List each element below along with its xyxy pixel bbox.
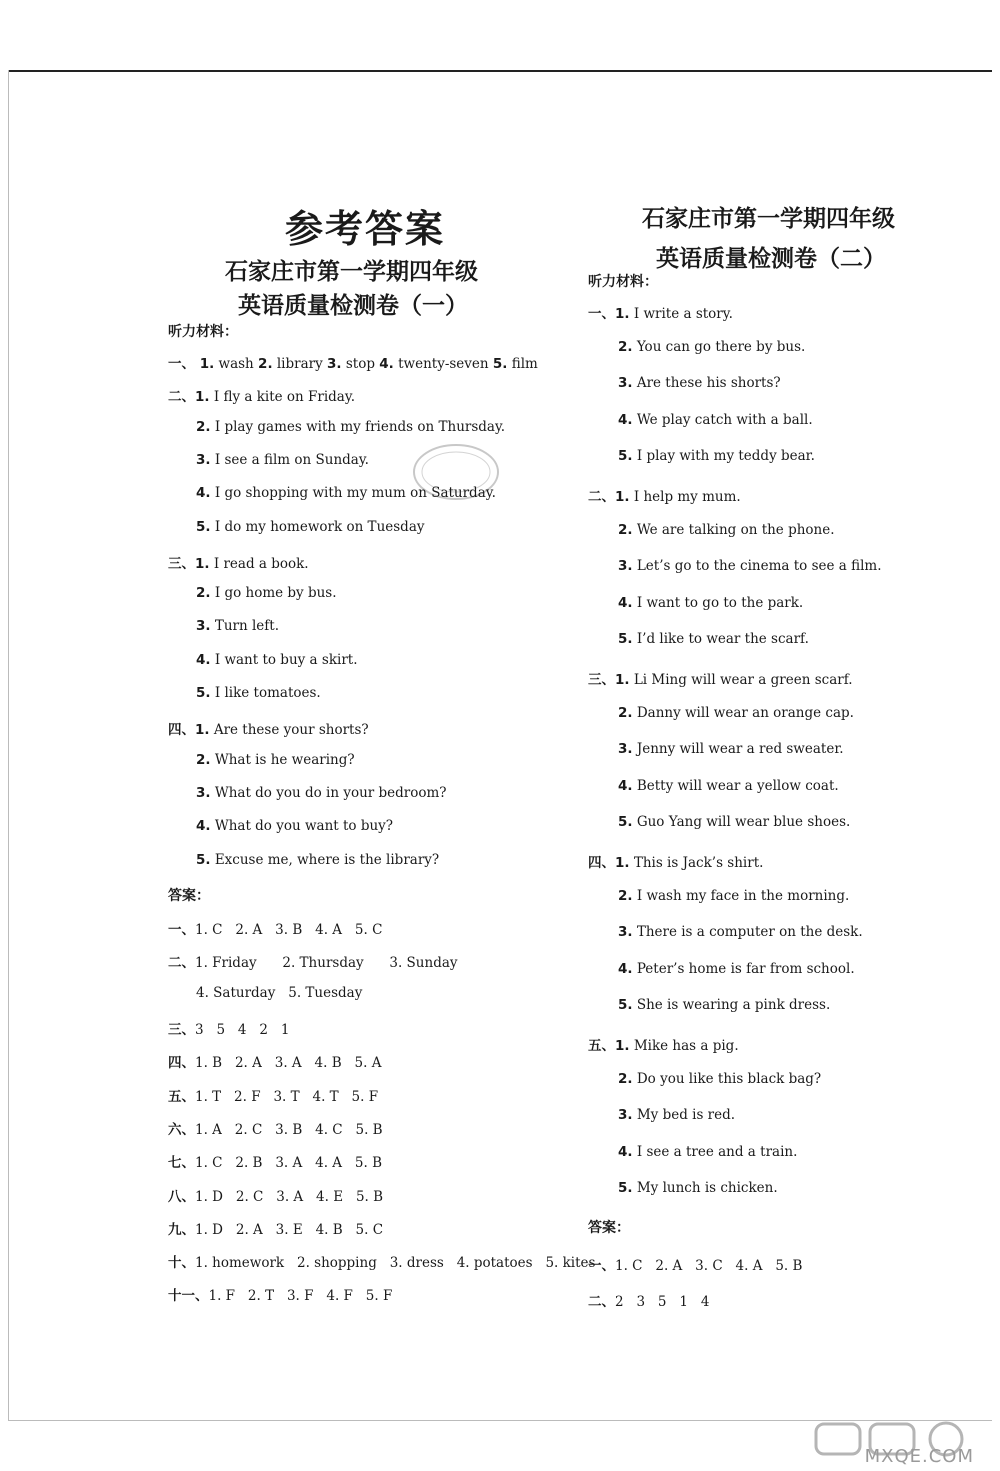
left-listening-line (168, 552, 309, 572)
answer-text: 2 3 5 1 4 (615, 1294, 710, 1311)
left-edge (8, 70, 9, 1420)
section-mark: 六、 (168, 1121, 195, 1138)
answer-text: 3 5 4 2 1 (195, 1022, 290, 1038)
right-listening-line (618, 778, 839, 794)
section-mark: 四、 (168, 1055, 195, 1072)
right-listening-line (618, 705, 854, 721)
right-listening-line (618, 1180, 778, 1196)
section-mark: 一、 (168, 356, 195, 372)
left-title-2: 英语质量检测卷（一） (238, 293, 468, 319)
left-listening-line (196, 519, 425, 535)
answer-text: 1. C 2. B 3. A 4. A 5. B (195, 1155, 383, 1172)
answer-text: 1. Friday 2. Thursday 3. Sunday (195, 955, 458, 972)
item-number: 3. (618, 1107, 633, 1124)
left-listening-line (196, 419, 505, 435)
item-text: Let’s go to the cinema to see a film. (632, 558, 882, 575)
item-text: I want to buy a skirt. (210, 651, 358, 668)
item-text: Do you like this black bag? (632, 1070, 822, 1087)
item-text: What do you want to buy? (210, 818, 394, 835)
item-text: I wash my face in the morning. (632, 887, 850, 904)
right-listening-line (588, 851, 763, 871)
right-listening-line (618, 961, 855, 977)
item-number: 5. (196, 518, 211, 535)
item-number: 5. (196, 851, 211, 868)
section-mark: 十、 (168, 1255, 195, 1272)
item-text: wash (214, 356, 259, 372)
item-text: We are talking on the phone. (632, 521, 835, 538)
answer-text: 1. F 2. T 3. F 4. F 5. F (208, 1288, 393, 1305)
item-number: 5. (618, 631, 633, 648)
item-number: 1. (615, 855, 630, 871)
item-text: I’d like to wear the scarf. (632, 631, 809, 648)
right-listening-line (618, 814, 850, 830)
item-number: 2. (618, 887, 633, 904)
item-number: 2. (618, 1070, 633, 1087)
left-answer-line (168, 1151, 382, 1171)
item-text: I fly a kite on Friday. (209, 389, 355, 406)
answer-text: 1. C 2. A 3. C 4. A 5. B (615, 1257, 803, 1274)
item-text: My bed is red. (632, 1107, 736, 1124)
left-answer-line (168, 1284, 392, 1304)
answer-text: 1. D 2. C 3. A 4. E 5. B (195, 1188, 384, 1205)
left-answer-line (168, 1051, 381, 1071)
item-number: 3. (196, 451, 211, 468)
right-listening-line (618, 997, 830, 1013)
left-listening-line (196, 452, 369, 468)
item-text: Jenny will wear a red sweater. (632, 741, 844, 758)
right-answer-line (588, 1290, 709, 1310)
right-listening-line (618, 1071, 821, 1087)
section-mark: 五、 (168, 1088, 195, 1105)
item-text: I help my mum. (629, 489, 741, 505)
right-listening-line (588, 668, 853, 688)
item-text: Are these your shorts? (209, 722, 369, 739)
item-text: Mike has a pig. (629, 1038, 739, 1054)
section-mark: 十一、 (168, 1288, 209, 1305)
item-text: I go home by bus. (210, 585, 337, 602)
left-listening-line (168, 718, 369, 738)
right-title-2: 英语质量检测卷（二） (656, 246, 886, 272)
right-listening-line (618, 1107, 735, 1123)
section-mark: 二、 (588, 1294, 615, 1311)
item-number: 2. (196, 751, 211, 768)
item-text: Danny will wear an orange cap. (632, 704, 854, 721)
left-listening-line (196, 585, 337, 601)
left-title-1: 石家庄市第一学期四年级 (225, 259, 478, 285)
left-answer-line (168, 1185, 383, 1205)
section-mark: 一、 (588, 306, 615, 322)
item-number: 5. (618, 1180, 633, 1197)
item-number: 2. (618, 704, 633, 721)
item-text: I do my homework on Tuesday (210, 518, 425, 535)
left-listening-line (196, 485, 496, 501)
top-rule (8, 70, 992, 72)
section-mark: 二、 (168, 955, 195, 972)
item-number: 4. (196, 818, 211, 835)
item-text: She is wearing a pink dress. (632, 997, 831, 1014)
left-listening-line (168, 385, 355, 405)
left-answers-label: 答案： (168, 887, 210, 904)
item-text: Are these his shorts? (632, 375, 781, 392)
item-text: I like tomatoes. (210, 685, 321, 701)
left-answer-line (196, 985, 362, 1001)
section-mark: 五、 (588, 1038, 615, 1054)
right-listening-line (618, 448, 815, 464)
item-number: 5. (618, 814, 633, 831)
left-listening-line (196, 618, 279, 634)
item-number: 3. (327, 356, 342, 372)
item-number: 3. (618, 558, 633, 575)
item-text: Turn left. (210, 618, 279, 635)
page-title: 参考答案 (285, 207, 446, 251)
left-listening-line (196, 852, 439, 868)
item-number: 4. (618, 1143, 633, 1160)
item-number: 3. (196, 784, 211, 801)
item-number: 1. (615, 489, 630, 505)
section-mark: 八、 (168, 1188, 195, 1205)
item-number: 3. (196, 618, 211, 635)
right-answer-line (588, 1254, 802, 1274)
item-number: 2. (196, 418, 211, 435)
left-listening-line (168, 352, 538, 372)
section-mark: 七、 (168, 1155, 195, 1172)
item-number: 4. (379, 356, 394, 372)
item-text: twenty-seven (393, 356, 493, 372)
item-number: 2. (618, 521, 633, 538)
item-number: 1. (195, 389, 210, 406)
right-listening-line (618, 631, 809, 647)
item-text: This is Jack’s shirt. (629, 855, 764, 871)
left-listening-line (196, 685, 321, 701)
item-number: 4. (618, 594, 633, 611)
item-text: Excuse me, where is the library? (210, 851, 440, 868)
item-text: You can go there by bus. (632, 338, 806, 355)
item-number: 1. (615, 306, 630, 322)
left-answer-line (168, 1118, 383, 1138)
item-text: I play games with my friends on Thursday. (210, 418, 506, 435)
right-listening-line (588, 302, 733, 322)
item-text: I see a film on Sunday. (210, 451, 369, 468)
item-number: 5. (618, 448, 633, 465)
section-mark: 四、 (588, 855, 615, 871)
left-answer-line (168, 1018, 289, 1038)
item-text: stop (341, 356, 380, 372)
item-number: 5. (618, 997, 633, 1014)
left-listening-line (196, 752, 355, 768)
left-answer-line (168, 1085, 378, 1105)
section-mark: 四、 (168, 722, 195, 739)
section-mark: 一、 (588, 1257, 615, 1274)
item-number: 2. (258, 356, 273, 372)
item-number: 4. (196, 651, 211, 668)
item-text: library (272, 356, 328, 372)
item-number: 1. (615, 672, 630, 688)
item-number: 5. (196, 685, 211, 701)
answer-text: 1. D 2. A 3. E 4. B 5. C (195, 1221, 384, 1238)
section-mark: 一、 (168, 922, 195, 939)
answer-text: 1. B 2. A 3. A 4. B 5. A (195, 1055, 382, 1072)
item-text: Peter’s home is far from school. (632, 960, 855, 977)
left-answer-line (168, 1218, 383, 1238)
item-number: 4. (618, 777, 633, 794)
answer-text: 1. T 2. F 3. T 4. T 5. F (195, 1088, 379, 1105)
item-text: Guo Yang will wear blue shoes. (632, 814, 851, 831)
left-answer-line (168, 918, 382, 938)
item-text: My lunch is chicken. (632, 1180, 778, 1197)
right-listening-line (618, 375, 781, 391)
left-listening-line (196, 652, 358, 668)
item-text: What do you do in your bedroom? (210, 784, 447, 801)
site-logo-text: MXQE.COM (864, 1446, 974, 1467)
item-number: 1. (615, 1038, 630, 1054)
section-mark: 三、 (588, 672, 615, 688)
right-listening-label: 听力材料： (588, 274, 658, 290)
item-text: There is a computer on the desk. (632, 924, 863, 941)
item-number: 3. (618, 375, 633, 392)
item-number: 1. (195, 722, 210, 739)
item-number: 3. (618, 741, 633, 758)
item-number: 2. (196, 585, 211, 602)
right-listening-line (618, 558, 882, 574)
answer-text: 4. Saturday 5. Tuesday (196, 984, 363, 1001)
left-listening-label: 听力材料： (168, 324, 238, 340)
right-listening-line (618, 522, 835, 538)
section-mark: 三、 (168, 1022, 195, 1038)
right-listening-line (588, 485, 741, 505)
section-mark: 二、 (588, 489, 615, 505)
right-listening-line (618, 595, 803, 611)
left-answer-line (168, 1251, 595, 1271)
section-mark: 九、 (168, 1221, 195, 1238)
item-text: film (507, 356, 538, 372)
item-number: 4. (196, 485, 211, 502)
left-listening-line (196, 818, 393, 834)
left-answer-line (168, 951, 458, 971)
item-text: I read a book. (209, 555, 309, 572)
right-answers-label: 答案： (588, 1220, 630, 1236)
answer-text: 1. A 2. C 3. B 4. C 5. B (195, 1121, 383, 1138)
right-listening-line (618, 1144, 797, 1160)
item-number: 1. (195, 555, 210, 572)
item-number: 3. (618, 924, 633, 941)
right-listening-line (618, 339, 805, 355)
right-listening-line (618, 412, 813, 428)
right-listening-line (618, 741, 844, 757)
right-title-1: 石家庄市第一学期四年级 (642, 206, 895, 232)
right-listening-line (588, 1034, 739, 1054)
item-text: I write a story. (629, 306, 733, 322)
answer-text: 1. homework 2. shopping 3. dress 4. potatoes 5. kites (195, 1255, 596, 1272)
section-mark: 三、 (168, 555, 195, 572)
item-number: 2. (618, 338, 633, 355)
section-mark: 二、 (168, 389, 195, 406)
item-number: 4. (618, 411, 633, 428)
item-text: I play with my teddy bear. (632, 448, 815, 465)
item-text: Li Ming will wear a green scarf. (629, 672, 853, 688)
item-text: We play catch with a ball. (632, 411, 813, 428)
left-listening-line (196, 785, 447, 801)
item-number: 1. (195, 356, 215, 372)
answer-text: 1. C 2. A 3. B 4. A 5. C (195, 922, 383, 939)
item-text: What is he wearing? (210, 751, 355, 768)
item-number: 5. (492, 356, 508, 372)
item-text: I want to go to the park. (632, 594, 804, 611)
item-text: I see a tree and a train. (632, 1143, 798, 1160)
right-listening-line (618, 888, 849, 904)
item-text: I go shopping with my mum on Saturday. (210, 485, 496, 502)
item-number: 4. (618, 960, 633, 977)
item-text: Betty will wear a yellow coat. (632, 777, 839, 794)
right-listening-line (618, 924, 863, 940)
